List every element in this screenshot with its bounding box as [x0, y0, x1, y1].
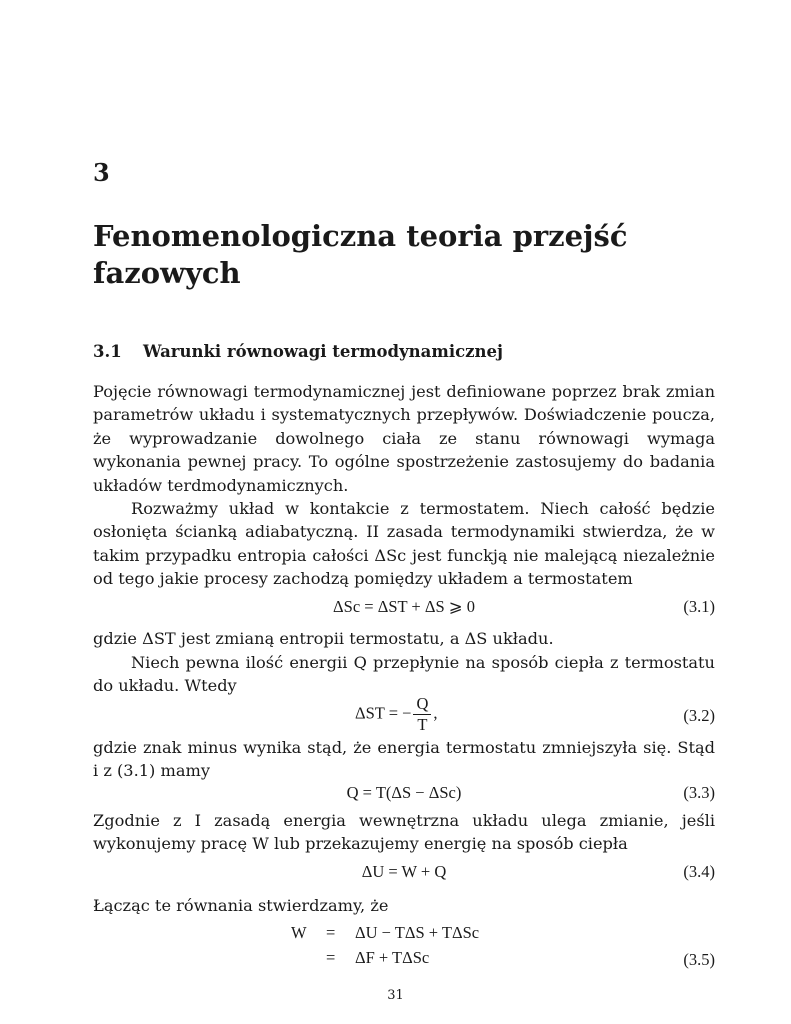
equation-3-5-tag: (3.5): [683, 950, 715, 969]
paragraph-4: Niech pewna ilość energii Q przepłynie na sposób ciepła z termostatu do układu. Wtedy: [93, 653, 715, 696]
section-title: Warunki równowagi termodynamicznej: [143, 342, 503, 361]
paragraph-7: Łącząc te równania stwierdzamy, że: [93, 896, 389, 915]
equation-3-4-expression: ΔU = W + Q: [361, 862, 447, 881]
fraction-denominator: T: [417, 715, 428, 734]
fraction-numerator: Q: [413, 694, 431, 715]
chapter-title: Fenomenologiczna teoria przejść fazowych: [93, 219, 628, 290]
equation-3-2-tail: ,: [433, 703, 438, 723]
paragraph-5: gdzie znak minus wynika stąd, że energia termostatu zmniejszyła się. Stąd i z (3.1) mamy: [93, 738, 715, 781]
equation-3-1-tag: (3.1): [683, 597, 715, 616]
equation-3-4-tag: (3.4): [683, 862, 715, 881]
equation-3-1: [93, 597, 715, 623]
equation-3-2-lhs: ΔST = −: [355, 703, 412, 723]
equation-3-3: [93, 783, 715, 809]
equation-3-5-row2-rhs: ΔF + TΔSc: [355, 948, 430, 967]
equation-3-5-row1-lhs: W: [291, 923, 307, 942]
equation-3-2-expression: [355, 694, 437, 735]
equation-3-4: [93, 862, 715, 888]
equation-3-3-expression: Q = T(ΔS − ΔSc): [346, 783, 462, 802]
paragraph-1: Pojęcie równowagi termodynamicznej jest definiowane poprzez brak zmian parametrów układu i systematycznych przepływów. Doświadczenie poucza, że wyprowadzanie dowolnego ciała ze stanu równowagi wymaga wykonania pewnej pracy. To ogólne spostrzeżenie zastosujemy do badania układów terdmodynamicznych.: [93, 382, 715, 495]
equation-3-2-tag: (3.2): [683, 706, 715, 725]
equation-3-1-expression: ΔSc = ΔST + ΔS ⩾ 0: [333, 597, 475, 616]
paragraph-6: Zgodnie z I zasadą energia wewnętrzna układu ulega zmianie, jeśli wykonujemy pracę W lub przekazujemy energię na sposób ciepła: [93, 811, 715, 854]
section-heading: [93, 342, 503, 361]
equation-3-5-row1-rel: =: [326, 923, 336, 942]
paragraph-3: gdzie ΔST jest zmianą entropii termostatu, a ΔS układu.: [93, 629, 554, 648]
section-number: 3.1: [93, 342, 122, 361]
equation-3-5-row2-rel: =: [326, 948, 336, 967]
equation-3-5-row1-rhs: ΔU − TΔS + TΔSc: [355, 923, 480, 942]
paragraph-2: Rozważmy układ w kontakcie z termostatem. Niech całość będzie osłonięta ścianką adiabatyczną. II zasada termodynamiki stwierdza, że w takim przypadku entropia całości ΔSc jest funckją nie malejącą niezależnie od tego jakie procesy zachodzą pomiędzy układem a termostatem: [93, 499, 715, 589]
equation-3-2: [93, 694, 715, 740]
chapter-number: 3: [93, 158, 110, 187]
page-number: 31: [387, 988, 404, 1003]
fraction-q-over-t: [413, 694, 431, 735]
equation-3-3-tag: (3.3): [683, 783, 715, 802]
